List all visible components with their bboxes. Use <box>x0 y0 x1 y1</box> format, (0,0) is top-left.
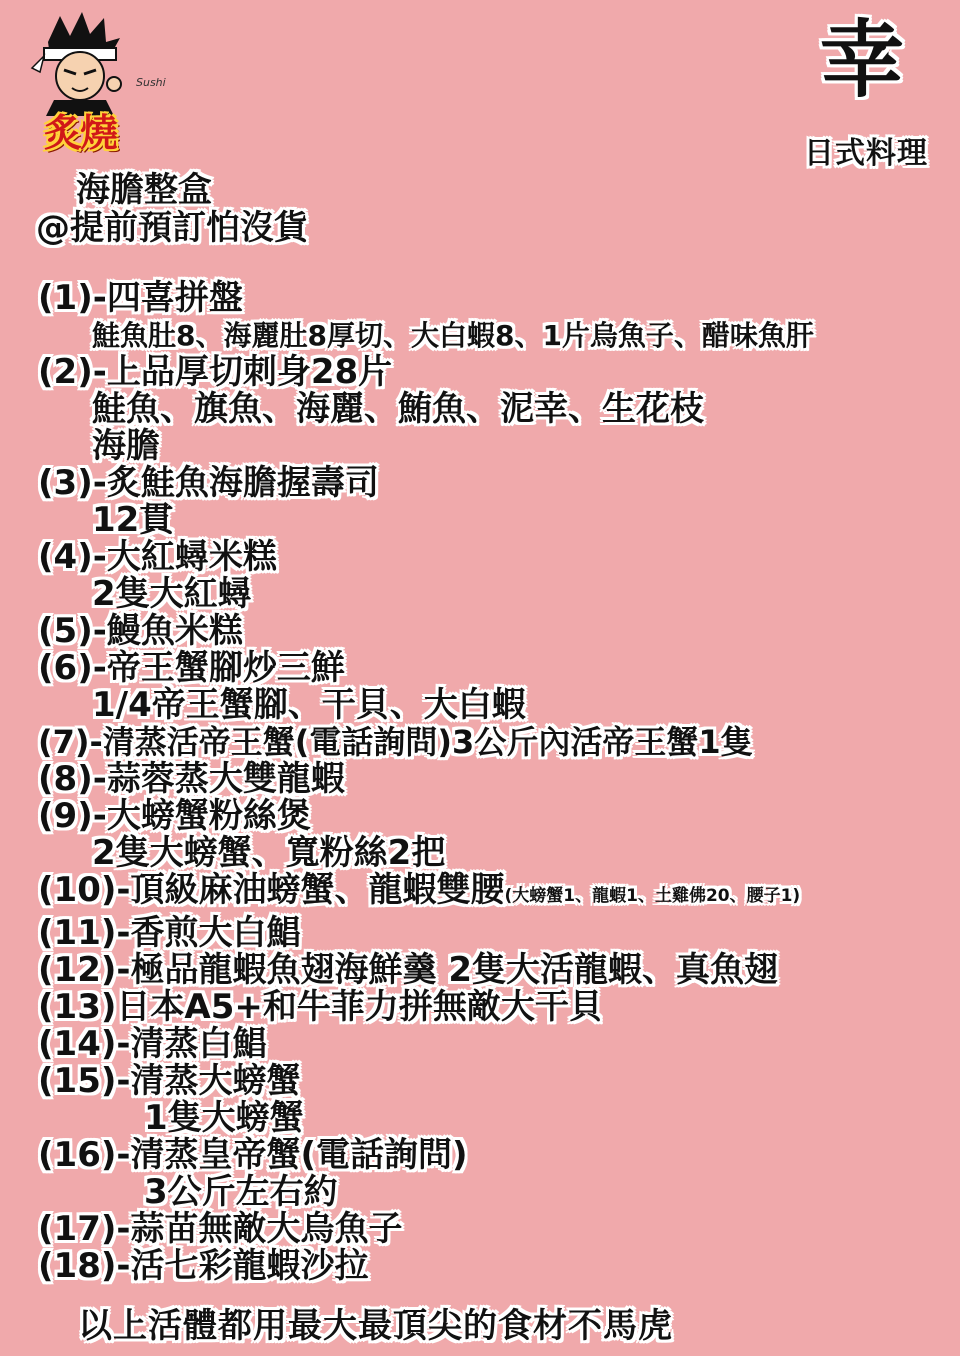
menu-item-detail: 2隻大紅蟳 <box>92 574 252 614</box>
menu-item-title: (10)-頂級麻油螃蟹、龍蝦雙腰 <box>38 870 505 910</box>
menu-item: (1)-四喜拼盤 <box>38 278 243 318</box>
menu-item: (5)-鰻魚米糕 <box>38 611 243 651</box>
menu-item: (18)-活七彩龍蝦沙拉 <box>38 1246 369 1286</box>
menu-list <box>38 280 948 1285</box>
brand-character: 幸 <box>820 11 905 109</box>
menu-item: (3)-炙鮭魚海膽握壽司 <box>38 463 379 503</box>
menu-item: (4)-大紅蟳米糕 <box>38 537 277 577</box>
menu-item-detail: 1隻大螃蟹 <box>144 1098 304 1138</box>
menu-item: (15)-清蒸大螃蟹 <box>38 1061 301 1101</box>
menu-item: (6)-帝王蟹腳炒三鮮 <box>38 648 345 688</box>
menu-item: (13)日本A5+和牛菲力拼無敵大干貝 <box>38 987 603 1027</box>
menu-item: (12)-極品龍蝦魚翅海鮮羹 2隻大活龍蝦、真魚翅 <box>38 950 778 990</box>
menu-item: (7)-清蒸活帝王蟹(電話詢問)3公斤內活帝王蟹1隻 <box>38 723 753 761</box>
menu-item: (16)-清蒸皇帝蟹(電話詢問) <box>38 1135 468 1175</box>
menu-item: (11)-香煎大白鯧 <box>38 913 301 953</box>
heading-line-1: 海膽整盒 <box>76 170 212 210</box>
menu-item-detail: 鮭魚、旗魚、海麗、鮪魚、泥幸、生花枝 <box>92 389 704 429</box>
menu-item-detail: 2隻大螃蟹、寬粉絲2把 <box>92 833 446 873</box>
menu-item-detail: 海膽 <box>92 426 160 466</box>
menu-item: (14)-清蒸白鯧 <box>38 1024 267 1064</box>
menu-item-note: (大螃蟹1、龍蝦1、土雞佛20、腰子1) <box>504 886 801 906</box>
menu-item: (17)-蒜苗無敵大烏魚子 <box>38 1209 403 1249</box>
menu-item-detail: 12貫 <box>92 500 174 540</box>
menu-item: (9)-大螃蟹粉絲煲 <box>38 796 311 836</box>
logo-sushi-text: Sushi <box>136 76 166 89</box>
menu-item-detail: 1/4帝王蟹腳、干貝、大白蝦 <box>92 685 526 725</box>
footer-note: 以上活體都用最大最頂尖的食材不馬虎 <box>78 1306 673 1346</box>
menu-item <box>38 872 948 915</box>
menu-item: (8)-蒜蓉蒸大雙龍蝦 <box>38 759 345 799</box>
heading-line-2: @提前預訂怕沒貨 <box>36 208 308 248</box>
menu-item-detail: 3公斤左右約 <box>144 1172 338 1212</box>
menu-item: (2)-上品厚切刺身28片 <box>38 352 393 392</box>
menu-item-detail: 鮭魚肚8、海麗肚8厚切、大白蝦8、1片烏魚子、醋味魚肝 <box>92 319 814 352</box>
logo-text: 炙燒 <box>44 111 117 155</box>
brand-subtitle: 日式料理 <box>804 136 928 171</box>
